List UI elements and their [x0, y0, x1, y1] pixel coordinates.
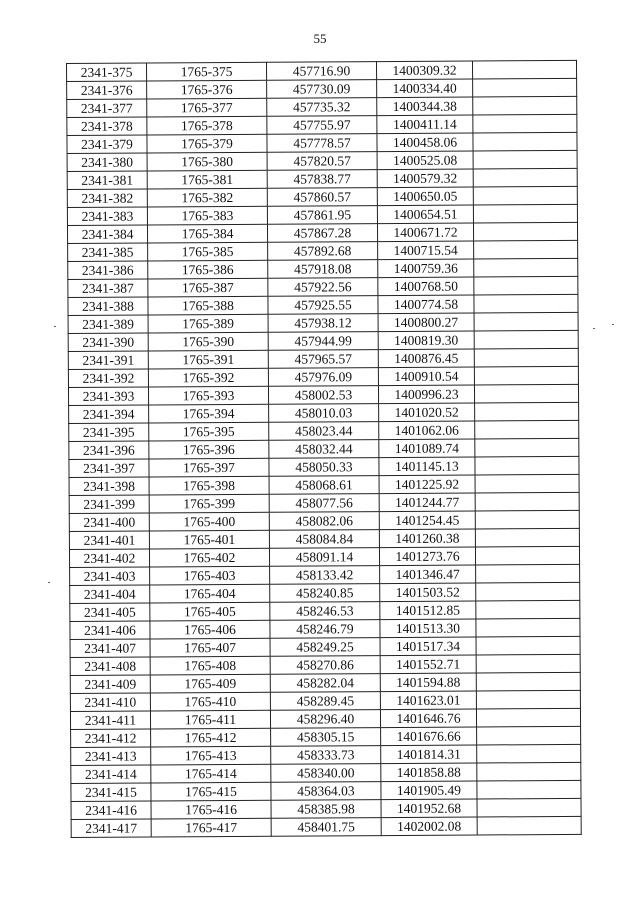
empty-cell — [475, 474, 579, 493]
y-coordinate-cell: 1400458.06 — [377, 133, 473, 152]
ref-id-cell: 1765-414 — [151, 764, 271, 783]
x-coordinate-cell: 458133.42 — [270, 566, 380, 585]
empty-cell — [476, 708, 580, 727]
x-coordinate-cell: 457778.57 — [267, 134, 377, 153]
x-coordinate-cell: 458077.56 — [269, 494, 379, 513]
point-id-cell: 2341-389 — [68, 315, 148, 333]
y-coordinate-cell: 1400309.32 — [376, 61, 472, 80]
point-id-cell: 2341-411 — [70, 711, 150, 729]
empty-cell — [475, 438, 579, 457]
y-coordinate-cell: 1401676.66 — [381, 727, 477, 746]
empty-cell — [473, 222, 577, 241]
y-coordinate-cell: 1401089.74 — [379, 439, 475, 458]
point-id-cell: 2341-409 — [70, 675, 150, 693]
point-id-cell: 2341-399 — [69, 495, 149, 513]
empty-cell — [473, 150, 577, 169]
empty-cell — [472, 60, 576, 79]
point-id-cell: 2341-382 — [67, 189, 147, 207]
scan-speck — [612, 324, 614, 325]
point-id-cell: 2341-397 — [69, 459, 149, 477]
empty-cell — [474, 276, 578, 295]
y-coordinate-cell: 1401503.52 — [380, 583, 476, 602]
empty-cell — [477, 762, 581, 781]
y-coordinate-cell: 1401244.77 — [379, 493, 475, 512]
ref-id-cell: 1765-392 — [148, 368, 268, 387]
empty-cell — [475, 402, 579, 421]
ref-id-cell: 1765-408 — [150, 656, 270, 675]
empty-cell — [475, 492, 579, 511]
x-coordinate-cell: 457944.99 — [268, 332, 378, 351]
empty-cell — [476, 618, 580, 637]
x-coordinate-cell: 458364.03 — [271, 782, 381, 801]
y-coordinate-cell: 1400671.72 — [377, 223, 473, 242]
ref-id-cell: 1765-413 — [151, 746, 271, 765]
x-coordinate-cell: 458246.53 — [270, 602, 380, 621]
ref-id-cell: 1765-412 — [151, 728, 271, 747]
y-coordinate-cell: 1401273.76 — [379, 547, 475, 566]
empty-cell — [473, 78, 577, 97]
point-id-cell: 2341-377 — [67, 99, 147, 117]
empty-cell — [475, 510, 579, 529]
y-coordinate-cell: 1401623.01 — [380, 691, 476, 710]
point-id-cell: 2341-376 — [67, 81, 147, 99]
ref-id-cell: 1765-375 — [147, 62, 267, 81]
x-coordinate-cell: 458246.79 — [270, 620, 380, 639]
ref-id-cell: 1765-389 — [148, 314, 268, 333]
ref-id-cell: 1765-409 — [150, 674, 270, 693]
y-coordinate-cell: 1401552.71 — [380, 655, 476, 674]
point-id-cell: 2341-407 — [70, 639, 150, 657]
point-id-cell: 2341-410 — [70, 693, 150, 711]
x-coordinate-cell: 458385.98 — [271, 800, 381, 819]
x-coordinate-cell: 457925.55 — [268, 296, 378, 315]
point-id-cell: 2341-402 — [69, 549, 149, 567]
point-id-cell: 2341-408 — [70, 657, 150, 675]
empty-cell — [473, 132, 577, 151]
y-coordinate-cell: 1401260.38 — [379, 529, 475, 548]
ref-id-cell: 1765-407 — [150, 638, 270, 657]
scan-speck — [48, 582, 50, 583]
y-coordinate-cell: 1400334.40 — [377, 79, 473, 98]
empty-cell — [476, 654, 580, 673]
ref-id-cell: 1765-383 — [147, 206, 267, 225]
ref-id-cell: 1765-385 — [148, 242, 268, 261]
ref-id-cell: 1765-391 — [148, 350, 268, 369]
point-id-cell: 2341-413 — [71, 747, 151, 765]
x-coordinate-cell: 457755.97 — [267, 116, 377, 135]
y-coordinate-cell: 1400759.36 — [378, 259, 474, 278]
y-coordinate-cell: 1401145.13 — [379, 457, 475, 476]
point-id-cell: 2341-403 — [70, 567, 150, 585]
empty-cell — [473, 168, 577, 187]
empty-cell — [477, 780, 581, 799]
ref-id-cell: 1765-393 — [148, 386, 268, 405]
y-coordinate-cell: 1401594.88 — [380, 673, 476, 692]
empty-cell — [476, 690, 580, 709]
x-coordinate-cell: 458068.61 — [269, 476, 379, 495]
empty-cell — [476, 564, 580, 583]
y-coordinate-cell: 1401020.52 — [379, 403, 475, 422]
point-id-cell: 2341-395 — [69, 423, 149, 441]
y-coordinate-cell: 1402002.08 — [381, 817, 477, 836]
ref-id-cell: 1765-387 — [148, 278, 268, 297]
ref-id-cell: 1765-403 — [150, 566, 270, 585]
empty-cell — [477, 798, 581, 817]
x-coordinate-cell: 457820.57 — [267, 152, 377, 171]
y-coordinate-cell: 1400819.30 — [378, 331, 474, 350]
x-coordinate-cell: 457976.09 — [268, 368, 378, 387]
empty-cell — [477, 816, 581, 835]
empty-cell — [473, 204, 577, 223]
y-coordinate-cell: 1400715.54 — [378, 241, 474, 260]
scan-speck — [54, 326, 56, 327]
y-coordinate-cell: 1400800.27 — [378, 313, 474, 332]
point-id-cell: 2341-400 — [69, 513, 149, 531]
ref-id-cell: 1765-406 — [150, 620, 270, 639]
x-coordinate-cell: 457716.90 — [266, 62, 376, 81]
ref-id-cell: 1765-396 — [149, 440, 269, 459]
empty-cell — [474, 348, 578, 367]
y-coordinate-cell: 1401062.06 — [379, 421, 475, 440]
x-coordinate-cell: 458249.25 — [270, 638, 380, 657]
y-coordinate-cell: 1401254.45 — [379, 511, 475, 530]
y-coordinate-cell: 1401814.31 — [381, 745, 477, 764]
ref-id-cell: 1765-411 — [150, 710, 270, 729]
point-id-cell: 2341-386 — [68, 261, 148, 279]
ref-id-cell: 1765-377 — [147, 98, 267, 117]
x-coordinate-cell: 457867.28 — [267, 224, 377, 243]
x-coordinate-cell: 457860.57 — [267, 188, 377, 207]
point-id-cell: 2341-384 — [67, 225, 147, 243]
empty-cell — [474, 258, 578, 277]
x-coordinate-cell: 458282.04 — [270, 674, 380, 693]
ref-id-cell: 1765-394 — [149, 404, 269, 423]
empty-cell — [475, 420, 579, 439]
ref-id-cell: 1765-404 — [150, 584, 270, 603]
point-id-cell: 2341-396 — [69, 441, 149, 459]
point-id-cell: 2341-398 — [69, 477, 149, 495]
y-coordinate-cell: 1400768.50 — [378, 277, 474, 296]
x-coordinate-cell: 457735.32 — [267, 98, 377, 117]
x-coordinate-cell: 458296.40 — [270, 710, 380, 729]
point-id-cell: 2341-406 — [70, 621, 150, 639]
ref-id-cell: 1765-378 — [147, 116, 267, 135]
empty-cell — [474, 240, 578, 259]
ref-id-cell: 1765-398 — [149, 476, 269, 495]
empty-cell — [473, 96, 577, 115]
ref-id-cell: 1765-405 — [150, 602, 270, 621]
x-coordinate-cell: 457918.08 — [268, 260, 378, 279]
x-coordinate-cell: 457922.56 — [268, 278, 378, 297]
x-coordinate-cell: 458401.75 — [271, 818, 381, 837]
y-coordinate-cell: 1400411.14 — [377, 115, 473, 134]
x-coordinate-cell: 458289.45 — [270, 692, 380, 711]
empty-cell — [475, 456, 579, 475]
point-id-cell: 2341-378 — [67, 117, 147, 135]
empty-cell — [476, 600, 580, 619]
empty-cell — [475, 546, 579, 565]
point-id-cell: 2341-416 — [71, 801, 151, 819]
y-coordinate-cell: 1401646.76 — [380, 709, 476, 728]
x-coordinate-cell: 458082.06 — [269, 512, 379, 531]
ref-id-cell: 1765-380 — [147, 152, 267, 171]
ref-id-cell: 1765-386 — [148, 260, 268, 279]
y-coordinate-cell: 1401346.47 — [380, 565, 476, 584]
y-coordinate-cell: 1400344.38 — [377, 97, 473, 116]
ref-id-cell: 1765-384 — [147, 224, 267, 243]
point-id-cell: 2341-381 — [67, 171, 147, 189]
ref-id-cell: 1765-402 — [149, 548, 269, 567]
y-coordinate-cell: 1400910.54 — [378, 367, 474, 386]
ref-id-cell: 1765-416 — [151, 800, 271, 819]
empty-cell — [477, 744, 581, 763]
y-coordinate-cell: 1400876.45 — [378, 349, 474, 368]
x-coordinate-cell: 457730.09 — [267, 80, 377, 99]
empty-cell — [476, 672, 580, 691]
x-coordinate-cell: 458240.85 — [270, 584, 380, 603]
ref-id-cell: 1765-417 — [151, 818, 271, 837]
ref-id-cell: 1765-382 — [147, 188, 267, 207]
table-row — [71, 816, 581, 837]
point-id-cell: 2341-392 — [68, 369, 148, 387]
ref-id-cell: 1765-381 — [147, 170, 267, 189]
ref-id-cell: 1765-400 — [149, 512, 269, 531]
point-id-cell: 2341-405 — [70, 603, 150, 621]
x-coordinate-cell: 458084.84 — [269, 530, 379, 549]
y-coordinate-cell: 1401513.30 — [380, 619, 476, 638]
point-id-cell: 2341-388 — [68, 297, 148, 315]
point-id-cell: 2341-385 — [68, 243, 148, 261]
point-id-cell: 2341-414 — [71, 765, 151, 783]
x-coordinate-cell: 458002.53 — [268, 386, 378, 405]
y-coordinate-cell: 1400579.32 — [377, 169, 473, 188]
x-coordinate-cell: 458340.00 — [271, 764, 381, 783]
x-coordinate-cell: 458010.03 — [269, 404, 379, 423]
y-coordinate-cell: 1400996.23 — [378, 385, 474, 404]
x-coordinate-cell: 458091.14 — [269, 548, 379, 567]
y-coordinate-cell: 1401905.49 — [381, 781, 477, 800]
empty-cell — [474, 294, 578, 313]
point-id-cell: 2341-387 — [68, 279, 148, 297]
x-coordinate-cell: 458032.44 — [269, 440, 379, 459]
coordinate-table — [66, 60, 582, 838]
ref-id-cell: 1765-397 — [149, 458, 269, 477]
x-coordinate-cell: 457838.77 — [267, 170, 377, 189]
y-coordinate-cell: 1400654.51 — [377, 205, 473, 224]
point-id-cell: 2341-380 — [67, 153, 147, 171]
y-coordinate-cell: 1401952.68 — [381, 799, 477, 818]
empty-cell — [473, 186, 577, 205]
point-id-cell: 2341-415 — [71, 783, 151, 801]
empty-cell — [476, 636, 580, 655]
point-id-cell: 2341-401 — [69, 531, 149, 549]
y-coordinate-cell: 1401858.88 — [381, 763, 477, 782]
point-id-cell: 2341-375 — [67, 63, 147, 81]
empty-cell — [474, 366, 578, 385]
y-coordinate-cell: 1401517.34 — [380, 637, 476, 656]
y-coordinate-cell: 1401512.85 — [380, 601, 476, 620]
ref-id-cell: 1765-399 — [149, 494, 269, 513]
y-coordinate-cell: 1400774.58 — [378, 295, 474, 314]
x-coordinate-cell: 458305.15 — [271, 728, 381, 747]
x-coordinate-cell: 457938.12 — [268, 314, 378, 333]
x-coordinate-cell: 458023.44 — [269, 422, 379, 441]
empty-cell — [473, 114, 577, 133]
point-id-cell: 2341-391 — [68, 351, 148, 369]
empty-cell — [476, 582, 580, 601]
empty-cell — [474, 384, 578, 403]
point-id-cell: 2341-412 — [71, 729, 151, 747]
y-coordinate-cell: 1401225.92 — [379, 475, 475, 494]
ref-id-cell: 1765-379 — [147, 134, 267, 153]
ref-id-cell: 1765-390 — [148, 332, 268, 351]
empty-cell — [474, 312, 578, 331]
point-id-cell: 2341-379 — [67, 135, 147, 153]
point-id-cell: 2341-417 — [71, 819, 151, 837]
point-id-cell: 2341-394 — [69, 405, 149, 423]
x-coordinate-cell: 458270.86 — [270, 656, 380, 675]
ref-id-cell: 1765-388 — [148, 296, 268, 315]
y-coordinate-cell: 1400650.05 — [377, 187, 473, 206]
empty-cell — [474, 330, 578, 349]
x-coordinate-cell: 458333.73 — [271, 746, 381, 765]
scan-speck — [593, 328, 595, 329]
ref-id-cell: 1765-415 — [151, 782, 271, 801]
x-coordinate-cell: 457861.95 — [267, 206, 377, 225]
y-coordinate-cell: 1400525.08 — [377, 151, 473, 170]
point-id-cell: 2341-383 — [67, 207, 147, 225]
page-number: 55 — [313, 31, 327, 46]
ref-id-cell: 1765-376 — [147, 80, 267, 99]
empty-cell — [477, 726, 581, 745]
point-id-cell: 2341-393 — [68, 387, 148, 405]
ref-id-cell: 1765-395 — [149, 422, 269, 441]
table-body — [67, 60, 582, 837]
ref-id-cell: 1765-410 — [150, 692, 270, 711]
empty-cell — [475, 528, 579, 547]
ref-id-cell: 1765-401 — [149, 530, 269, 549]
point-id-cell: 2341-404 — [70, 585, 150, 603]
x-coordinate-cell: 458050.33 — [269, 458, 379, 477]
x-coordinate-cell: 457892.68 — [268, 242, 378, 261]
x-coordinate-cell: 457965.57 — [268, 350, 378, 369]
point-id-cell: 2341-390 — [68, 333, 148, 351]
